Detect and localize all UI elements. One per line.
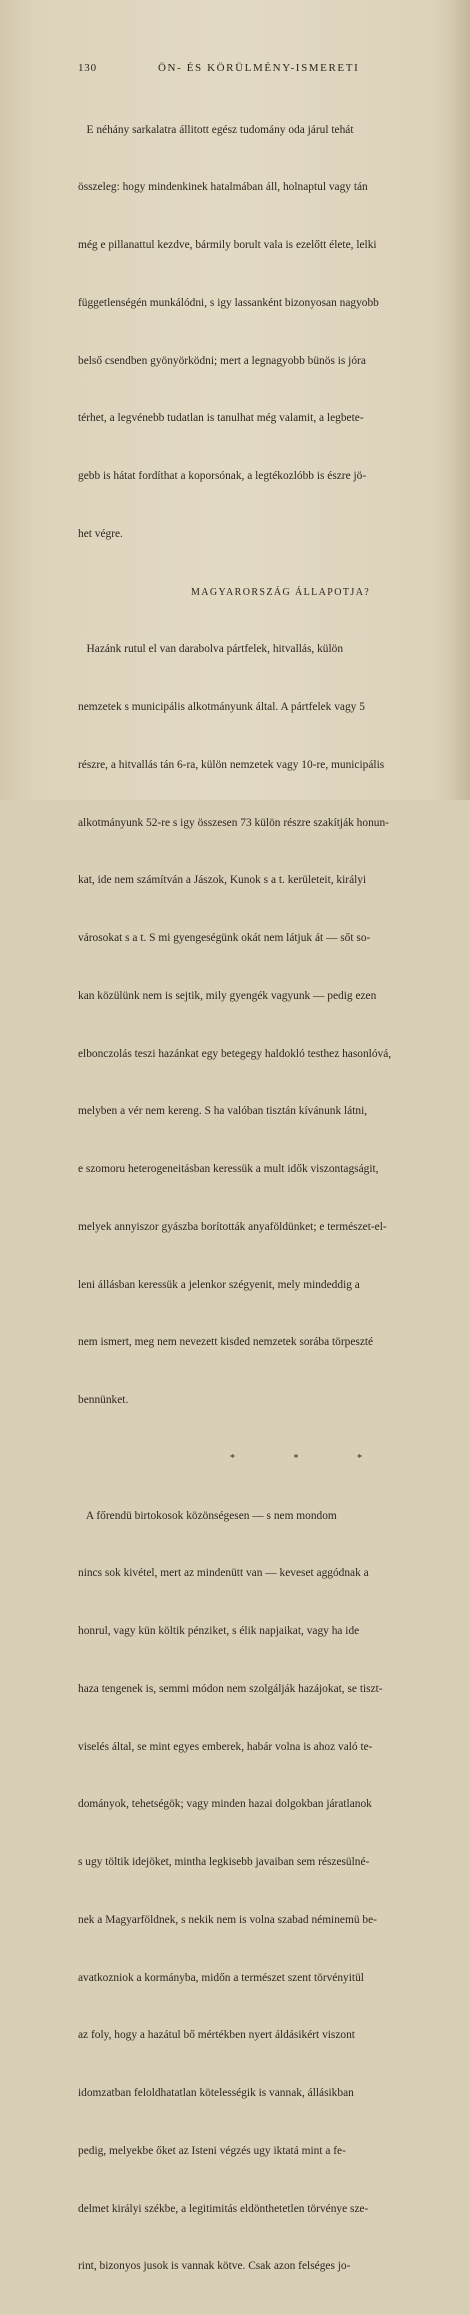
text-line: avatkozniok a kormányba, midőn a természet szent törvényitül xyxy=(78,1971,364,1984)
running-head: ÖN- ÉS KÖRÜLMÉNY-ISMERETI xyxy=(158,62,360,74)
text-line: belső csendben gyönyörködni; mert a legnagyobb bünös is jóra xyxy=(78,354,366,367)
text-line: nincs sok kivétel, mert az mindenütt van — keveset aggódnak a xyxy=(78,1567,369,1580)
text-line: Hazánk rutul el van darabolva pártfelek, hitvallás, külön xyxy=(78,643,344,656)
text-line: nem ismert, meg nem nevezett kisded nemzetek sorába törpeszté xyxy=(78,1336,374,1349)
text-line: s ugy töltik idejöket, mintha legkisebb javaiban sem részesülné- xyxy=(78,1856,370,1868)
text-line: nek a Magyarföldnek, s nekik nem is volna szabad néminemü be- xyxy=(78,1913,377,1926)
text-line: elbonczolás teszi hazánkat egy betegegy haldokló testhez hasonlóvá, xyxy=(78,1047,392,1060)
text-line: melyben a vér nem kereng. S ha valóban tisztán kívánunk látni, xyxy=(78,1105,368,1118)
text-line: leni állásban keressük a jelenkor szégyenit, mely mindeddig a xyxy=(78,1278,360,1291)
text-line: dományok, tehetségök; vagy minden hazai dolgokban járatlanok xyxy=(78,1798,372,1811)
text-line: A főrendü birtokosok közönségesen — s nem mondom xyxy=(78,1509,337,1522)
text-line: részre, a hitvallás tán 6-ra, külön nemzetek vagy 10-re, municipális xyxy=(78,758,385,771)
text-line: het végre. xyxy=(78,527,123,540)
text-line: melyek annyiszor gyászba borították anyaföldünket; e természet-el- xyxy=(78,1220,387,1233)
text-line: pedig, melyekbe őket az Isteni végzés ugy iktatá mint a fe- xyxy=(78,2144,346,2157)
text-line: városokat s a t. S mi gyengeségünk okát nem látjuk át — sőt so- xyxy=(78,932,371,944)
text-line: bennünket. xyxy=(78,1394,129,1406)
text-line: alkotmányunk 52-re s igy összesen 73 külön részre szakítják honun- xyxy=(78,816,389,829)
text-line: idomzatban feloldhatatlan kötelességik is vannak, állásikban xyxy=(78,2087,354,2099)
text-line: rint, bizonyos jusok is vannak kötve. Csak azon felséges jo- xyxy=(78,2260,351,2273)
text-line: az foly, hogy a hazátul bő mértékben nyert áldásikért viszont xyxy=(78,2029,355,2042)
text-line: nemzetek s municipális alkotmányunk által. A pártfelek vagy 5 xyxy=(78,701,365,713)
text-line: térhet, a legvénebb tudatlan is tanulhat még valamit, a legbete- xyxy=(78,412,364,425)
text-line: e szomoru heterogeneitásban keressük a mult idők viszontagságit, xyxy=(78,1163,379,1175)
text-line: függetlenségén munkálódni, s igy lassanként bizonyosan nagyobb xyxy=(78,296,379,309)
text-line: E néhány sarkalatra állitott egész tudomány oda járul tehát xyxy=(78,123,354,136)
body-text xyxy=(78,82,456,2315)
text-line: összeleg: hogy mindenkinek hatalmában áll, holnaptul vagy tán xyxy=(78,181,368,194)
page-header xyxy=(78,62,446,78)
text-line: kat, ide nem számítván a Jászok, Kunok s a t. kerületeit, királyi xyxy=(78,874,367,887)
section-title: MAGYARORSZÁG ÁLLAPOTJA? xyxy=(191,586,371,598)
text-line: viselés által, se mint egyes emberek, habár volna is ahoz való te- xyxy=(78,1740,373,1753)
text-line: kan közülünk nem is sejtik, mily gyengék vagyunk — pedig ezen xyxy=(78,989,377,1002)
text-line: haza tengenek is, semmi módon nem szolgálják hazájokat, se tiszt- xyxy=(78,1682,383,1695)
text-line: még e pillanattul kezdve, bármily borult vala is ezelőtt élete, lelki xyxy=(78,239,377,251)
section-ornament: * * * xyxy=(230,1452,390,1464)
text-line: gebb is hátat fordíthat a koporsónak, a legtékozlóbb is észre jö- xyxy=(78,470,367,482)
text-line: delmet királyi székbe, a legitimitás eldönthetetlen törvénye sze- xyxy=(78,2202,369,2215)
text-line: honrul, vagy kün költik pénziket, s élik napjaikat, vagy ha ide xyxy=(78,1625,360,1637)
page-number: 130 xyxy=(78,62,97,74)
